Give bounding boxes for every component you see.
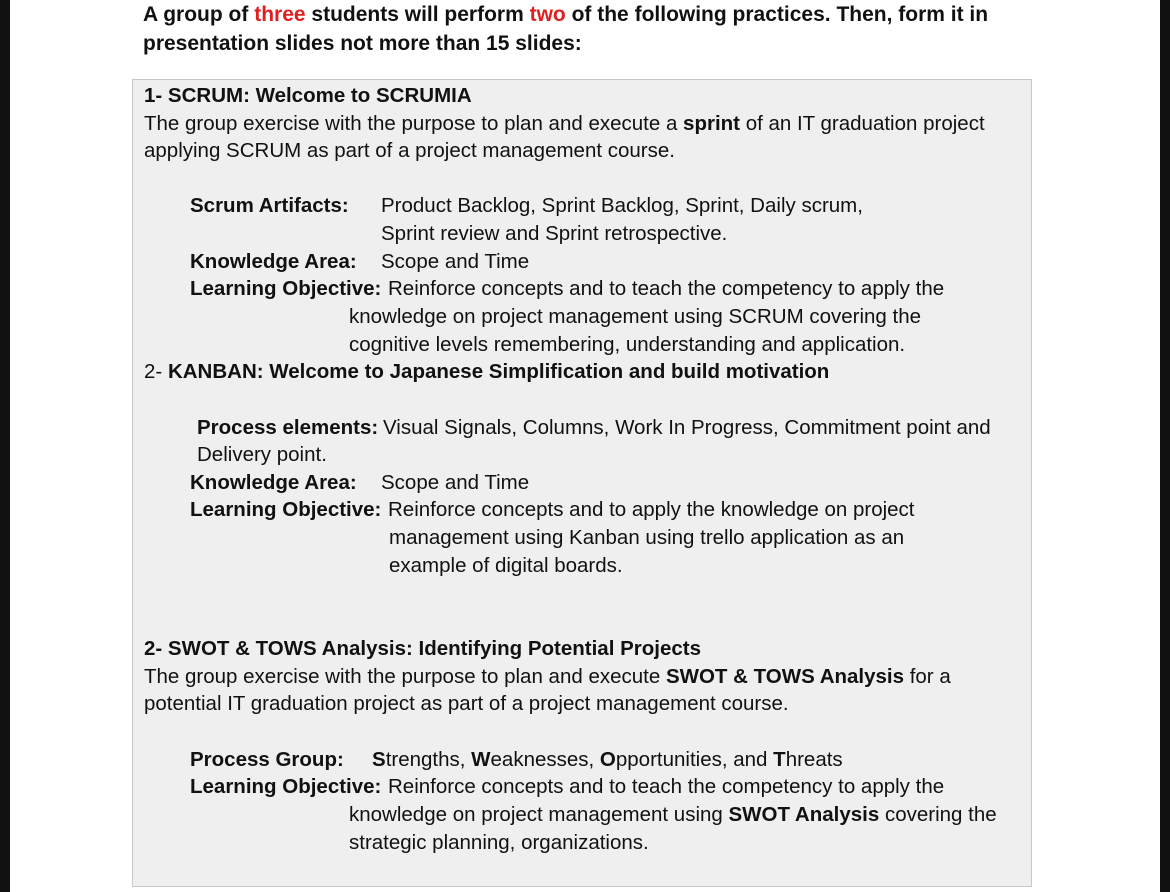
swot-desc-line-1: The group exercise with the purpose to plan and execute SWOT & TOWS Analysis for a	[144, 665, 951, 688]
kanban-learning-objective-label: Learning Objective:	[190, 498, 382, 521]
scrum-knowledge-area-label: Knowledge Area:	[190, 250, 357, 273]
practices-box	[132, 79, 1032, 887]
heading-line-1: A group of three students will perform two of the following practices. Then, form it in	[143, 3, 989, 26]
kanban-knowledge-area-label: Knowledge Area:	[190, 471, 357, 494]
swot-process-group-value: Strengths, Weaknesses, Opportunities, and Threats	[372, 748, 843, 771]
kanban-process-elements-label: Process elements:	[197, 416, 379, 439]
highlight-two: two	[529, 3, 566, 26]
scrum-lo-line-1: Reinforce concepts and to teach the competency to apply the	[388, 277, 945, 300]
kanban-lo-line-1: Reinforce concepts and to apply the knowledge on project	[388, 498, 915, 521]
kanban-knowledge-area-value: Scope and Time	[381, 471, 530, 494]
scrum-desc-line-1: The group exercise with the purpose to plan and execute a sprint of an IT graduation project	[144, 112, 985, 135]
document-page	[10, 0, 1160, 892]
swot-learning-objective-label: Learning Objective:	[190, 775, 382, 798]
scrum-artifacts-label: Scrum Artifacts:	[190, 194, 349, 217]
kanban-lo-line-2: management using Kanban using trello application as an	[389, 526, 905, 549]
kanban-lo-line-3: example of digital boards.	[389, 554, 623, 577]
kanban-title: 2- KANBAN: Welcome to Japanese Simplification and build motivation	[144, 360, 830, 383]
scrum-lo-line-2: knowledge on project management using SCRUM covering the	[349, 305, 922, 328]
scrum-artifacts-line-2: Sprint review and Sprint retrospective.	[381, 222, 728, 245]
swot-analysis-bold: SWOT Analysis	[728, 803, 880, 826]
scrum-title: 1- SCRUM: Welcome to SCRUMIA	[144, 84, 472, 107]
heading-line-2: presentation slides not more than 15 slides:	[143, 32, 582, 55]
sprint-bold: sprint	[683, 112, 740, 135]
swot-process-group-label: Process Group:	[190, 748, 344, 771]
kanban-pe-line-2: Delivery point.	[197, 443, 327, 466]
scrum-knowledge-area-value: Scope and Time	[381, 250, 530, 273]
swot-lo-line-3: strategic planning, organizations.	[349, 831, 649, 854]
swot-title: 2- SWOT & TOWS Analysis: Identifying Potential Projects	[144, 637, 701, 660]
swot-lo-line-2: knowledge on project management using SWOT Analysis covering the	[349, 803, 997, 826]
swot-lo-line-1: Reinforce concepts and to teach the competency to apply the	[388, 775, 945, 798]
scrum-learning-objective-label: Learning Objective:	[190, 277, 382, 300]
scrum-desc-line-2: applying SCRUM as part of a project management course.	[144, 139, 675, 162]
assignment-heading	[143, 0, 1023, 58]
scrum-lo-line-3: cognitive levels remembering, understanding and application.	[349, 333, 906, 356]
swot-desc-line-2: potential IT graduation project as part of a project management course.	[144, 692, 789, 715]
scrum-artifacts-line-1: Product Backlog, Sprint Backlog, Sprint, Daily scrum,	[381, 194, 863, 217]
swot-tows-bold: SWOT & TOWS Analysis	[665, 665, 905, 688]
kanban-pe-line-1: Visual Signals, Columns, Work In Progress, Commitment point and	[383, 416, 991, 439]
highlight-three: three	[254, 3, 306, 26]
